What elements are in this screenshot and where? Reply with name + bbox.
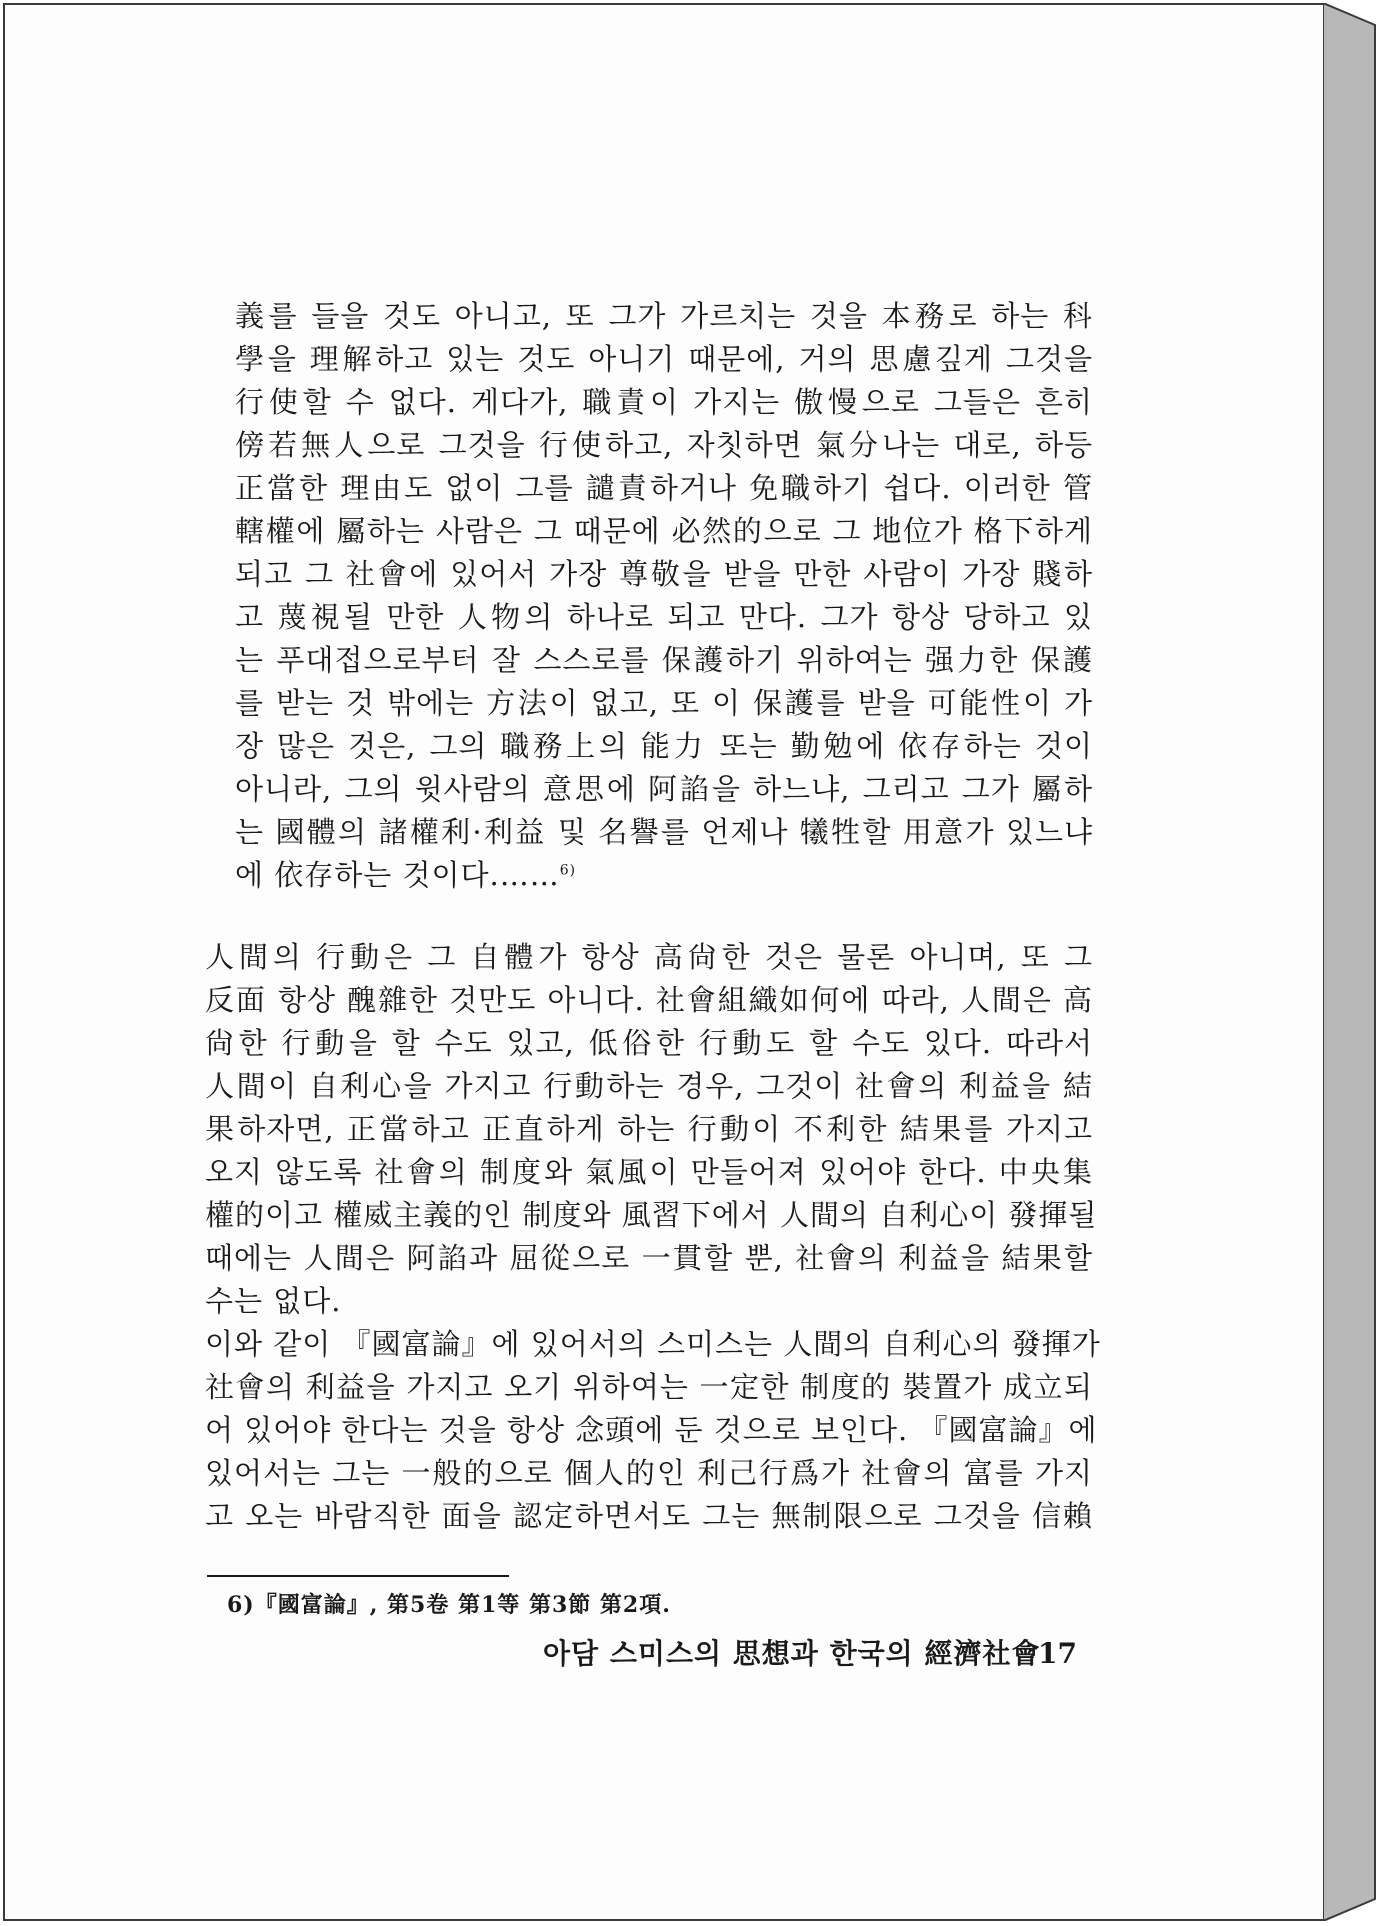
paragraph-line: 人間의 行動은 그 自體가 항상 高尙한 것은 물론 아니며, 또 그 [205, 940, 1093, 974]
paragraph-line: 어 있어야 한다는 것을 항상 念頭에 둔 것으로 보인다. 『國富論』에 [205, 1413, 1098, 1447]
quote-line: 學을 理解하고 있는 것도 아니기 때문에, 거의 思慮깊게 그것을 [235, 342, 1093, 376]
paragraph-line: 때에는 人間은 阿諂과 屈從으로 一貫할 뿐, 社會의 利益을 結果할 [205, 1241, 1093, 1275]
quote-line: 되고 그 社會에 있어서 가장 尊敬을 받을 만한 사람이 가장 賤하 [235, 557, 1093, 591]
quote-line-text: 에 依存하는 것이다.…… [235, 858, 560, 892]
page-number: 17 [1038, 1637, 1077, 1670]
quote-line: 아니라, 그의 윗사람의 意思에 阿諂을 하느냐, 그리고 그가 屬하 [235, 772, 1093, 806]
paragraph-line: 수는 없다. [205, 1284, 342, 1318]
quote-line: 장 많은 것은, 그의 職務上의 能力 또는 勤勉에 依存하는 것이 [235, 729, 1093, 763]
book-page [3, 3, 1325, 1921]
paragraph-line: 이와 같이 『國富論』에 있어서의 스미스는 人間의 自利心의 發揮가 [205, 1327, 1101, 1361]
quote-line: 正當한 理由도 없이 그를 譴責하거나 免職하기 쉽다. 이러한 管 [235, 471, 1093, 505]
quote-line: 고 蔑視될 만한 人物의 하나로 되고 만다. 그가 항상 당하고 있 [235, 600, 1093, 634]
quote-line: 義를 들을 것도 아니고, 또 그가 가르치는 것을 本務로 하는 科 [235, 299, 1093, 333]
paragraph-line: 오지 않도록 社會의 制度와 氣風이 만들어져 있어야 한다. 中央集 [205, 1155, 1093, 1189]
paragraph-line: 고 오는 바람직한 面을 認定하면서도 그는 無制限으로 그것을 信賴 [205, 1499, 1093, 1533]
paragraph-line: 尙한 行動을 할 수도 있고, 低俗한 行動도 할 수도 있다. 따라서 [205, 1026, 1093, 1060]
page-edge-shape [1323, 3, 1379, 1921]
quote-line: 行使할 수 없다. 게다가, 職責이 가지는 傲慢으로 그들은 흔히 [235, 385, 1093, 419]
body-text [205, 936, 1101, 1538]
paragraph-line: 社會의 利益을 가지고 오기 위하여는 一定한 制度的 裝置가 成立되 [205, 1370, 1093, 1404]
quote-line: 는 國體의 諸權利·利益 및 名譽를 언제나 犧牲할 用意가 있느냐 [235, 815, 1093, 849]
quote-last-line [235, 854, 1093, 897]
paragraph-line: 權的이고 權威主義的인 制度와 風習下에서 人間의 自利心이 發揮될 [205, 1198, 1098, 1232]
quote-line: 는 푸대접으로부터 잘 스스로를 保護하기 위하여는 强力한 保護 [235, 643, 1093, 677]
quote-line: 를 받는 것 밖에는 方法이 없고, 또 이 保護를 받을 可能性이 가 [235, 686, 1093, 720]
paragraph-line: 反面 항상 醜雜한 것만도 아니다. 社會組織如何에 따라, 人間은 高 [205, 983, 1093, 1017]
running-footer: 아담 스미스의 思想과 한국의 經濟社會 [543, 1637, 1041, 1670]
footnote-marker: 6) [559, 862, 577, 879]
footnote-divider [207, 1575, 509, 1577]
quote-line: 傍若無人으로 그것을 行使하고, 자칫하면 氣分나는 대로, 하등 [235, 428, 1093, 462]
paragraph-line: 果하자면, 正當하고 正直하게 하는 行動이 不利한 結果를 가지고 [205, 1112, 1093, 1146]
block-quote [235, 295, 1093, 897]
footnote: 6)『國富論』, 第5卷 第1等 第3節 第2項. [227, 1592, 671, 1618]
quote-line: 轄權에 屬하는 사람은 그 때문에 必然的으로 그 地位가 格下하게 [235, 514, 1093, 548]
page-edge [1323, 3, 1379, 1921]
paragraph-line: 人間이 自利心을 가지고 行動하는 경우, 그것이 社會의 利益을 結 [205, 1069, 1093, 1103]
paragraph-line: 있어서는 그는 一般的으로 個人的인 利己行爲가 社會의 富를 가지 [205, 1456, 1093, 1490]
